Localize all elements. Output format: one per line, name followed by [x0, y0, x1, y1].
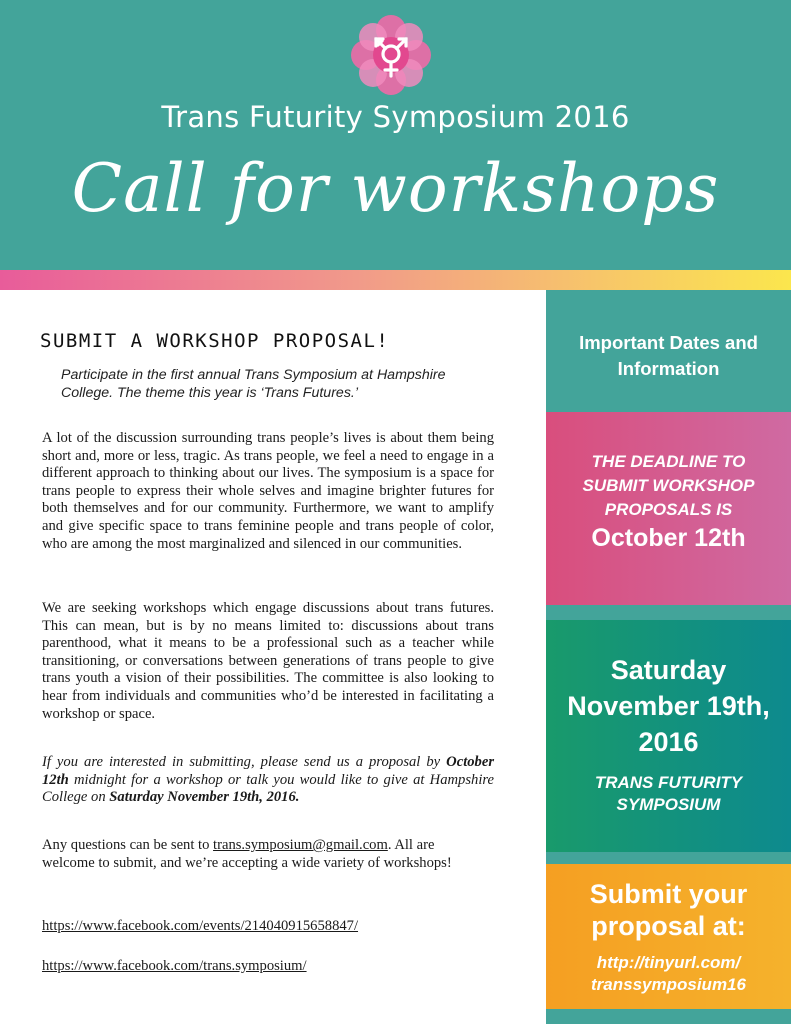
deadline-line-1: THE DEADLINE TO — [591, 452, 746, 471]
cta-deadline: October 12th — [42, 754, 494, 788]
info-heading — [546, 330, 791, 382]
event-title: Trans Futurity Symposium 2016 — [161, 100, 630, 134]
event-date-panel — [546, 620, 791, 852]
event-date-line-2: November 19th, — [567, 691, 770, 721]
event-date — [546, 652, 791, 760]
submit-heading-line-2: proposal at: — [591, 911, 746, 941]
deadline-panel — [546, 412, 791, 605]
section-heading: SUBMIT A WORKSHOP PROPOSAL! — [40, 330, 390, 352]
sidebar — [546, 290, 791, 1024]
info-heading-line-2: Information — [617, 358, 720, 379]
submit-heading — [546, 878, 791, 942]
header-banner — [0, 0, 791, 270]
questions-text — [42, 837, 462, 872]
info-panel — [546, 290, 791, 410]
deadline-date: October 12th — [591, 524, 746, 552]
info-heading-line-1: Important Dates and — [579, 332, 758, 353]
cta-event-date: Saturday November 19th, 2016. — [109, 789, 300, 806]
body-paragraph-2: We are seeking workshops which engage discussions about trans futures. This can mean, but is by no means limited to: discussions about trans parenthood, what it means to be a professional such as a teacher while transitioning, or conversations between generations of trans people to give trans youth a vision of their possibilities. The committee is also looking to hear from individuals and communities who’d be interested in facilitating a workshop or space. — [42, 600, 494, 722]
gradient-divider — [0, 270, 791, 290]
submit-heading-line-1: Submit your — [589, 879, 748, 909]
submit-url-line-2[interactable]: transsymposium16 — [591, 975, 746, 994]
event-name-line-2: SYMPOSIUM — [616, 795, 721, 814]
questions-after: . All are welcome to submit, and we’re accepting a wide variety of workshops! — [42, 837, 452, 871]
event-name-line-1: TRANS FUTURITY — [594, 773, 743, 792]
facebook-event-link[interactable]: https://www.facebook.com/events/214040915658847/ — [42, 918, 359, 934]
body-paragraph-1: A lot of the discussion surrounding trans people’s lives is about them being short and, more or less, tragic. As trans people, we feel a need to engage in a different approach to thinking about our lives. The symposium is a space for trans people to express their whole selves and imagine brighter futures for both themselves and for our community. Furthermore, we want to amplify and give specific space to trans feminine people and trans people of color, who are among the most marginalized and silenced in our communities. — [42, 430, 494, 552]
cta-text-1: If you are interested in submitting, please send us a proposal by — [42, 754, 447, 770]
cta-text-2: midnight for a workshop or talk you would like to give at Hampshire College on — [42, 771, 494, 806]
submit-panel — [546, 864, 791, 1009]
deadline-text — [546, 450, 791, 522]
page-headline: Call for workshops — [71, 150, 720, 227]
contact-email-link[interactable]: trans.symposium@gmail.com — [213, 837, 388, 853]
transgender-symbol-flower-icon — [348, 12, 434, 98]
intro-text: Participate in the first annual Trans Symposium at Hampshire College. The theme this year is ‘Trans Futures.’ — [61, 367, 446, 401]
main-content — [0, 290, 546, 1024]
event-date-line-3: 2016 — [638, 727, 699, 757]
deadline-line-2: SUBMIT WORKSHOP — [582, 476, 755, 495]
facebook-page-link[interactable]: https://www.facebook.com/trans.symposium/ — [42, 958, 307, 974]
submit-url-link[interactable] — [546, 952, 791, 996]
event-name — [546, 772, 791, 816]
submission-call-to-action — [42, 754, 494, 807]
questions-before: Any questions can be sent to — [42, 837, 214, 853]
sidebar-footer-strip — [546, 1009, 791, 1024]
submit-url-line-1[interactable]: http://tinyurl.com/ — [596, 953, 741, 972]
event-date-line-1: Saturday — [610, 655, 727, 685]
deadline-line-3: PROPOSALS IS — [604, 500, 733, 519]
